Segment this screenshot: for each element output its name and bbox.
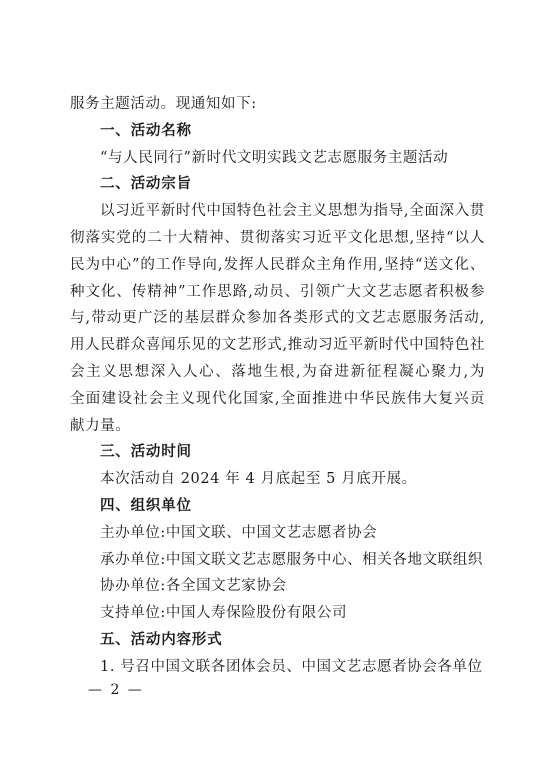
purpose-paragraph-line: 会主义思想深入人心、落地生根,为奋进新征程凝心聚力,为 [70, 363, 485, 380]
section-heading-time: 三、活动时间 [100, 444, 192, 461]
purpose-paragraph-line: 彻落实党的二十大精神、贯彻落实习近平文化思想,坚持“以人 [70, 229, 485, 246]
section-heading-purpose: 二、活动宗旨 [100, 176, 192, 193]
section-heading-content-form: 五、活动内容形式 [100, 631, 223, 648]
activity-time-text: 本次活动自 2024 年 4 月底起至 5 月底开展。 [100, 471, 417, 488]
purpose-paragraph-line: 种文化、传精神”工作思路,动员、引领广大文艺志愿者积极参 [70, 283, 485, 300]
activity-name-text: “与人民同行”新时代文明实践文艺志愿服务主题活动 [100, 149, 449, 166]
content-form-item: 1. 号召中国文联各团体会员、中国文艺志愿者协会各单位 [100, 658, 483, 675]
host-organizer-text: 主办单位:中国文联、中国文艺志愿者协会 [100, 524, 378, 541]
supporting-organizer-text: 支持单位:中国人寿保险股份有限公司 [100, 605, 348, 622]
purpose-paragraph-line: 民为中心”的工作导向,发挥人民群众主角作用,坚持“送文化、 [70, 256, 485, 273]
undertaking-organizer-text: 承办单位:中国文联文艺志愿服务中心、相关各地文联组织 [100, 551, 483, 568]
document-body [70, 91, 490, 681]
section-heading-organizers: 四、组织单位 [100, 497, 192, 514]
co-organizer-text: 协办单位:各全国文艺家协会 [100, 578, 287, 595]
purpose-paragraph-line: 以习近平新时代中国特色社会主义思想为指导,全面深入贯 [100, 203, 485, 220]
purpose-paragraph-line: 与,带动更广泛的基层群众参加各类形式的文艺志愿服务活动, [70, 310, 485, 327]
page-number: — 2 — [88, 682, 144, 698]
section-heading-activity-name: 一、活动名称 [100, 122, 192, 139]
purpose-paragraph-line: 用人民群众喜闻乐见的文艺形式,推动习近平新时代中国特色社 [70, 337, 485, 354]
purpose-paragraph-line: 全面建设社会主义现代化国家,全面推进中华民族伟大复兴贡 [70, 390, 485, 407]
purpose-paragraph-line: 献力量。 [70, 417, 131, 434]
body-text-line: 服务主题活动。现通知如下: [70, 96, 257, 112]
